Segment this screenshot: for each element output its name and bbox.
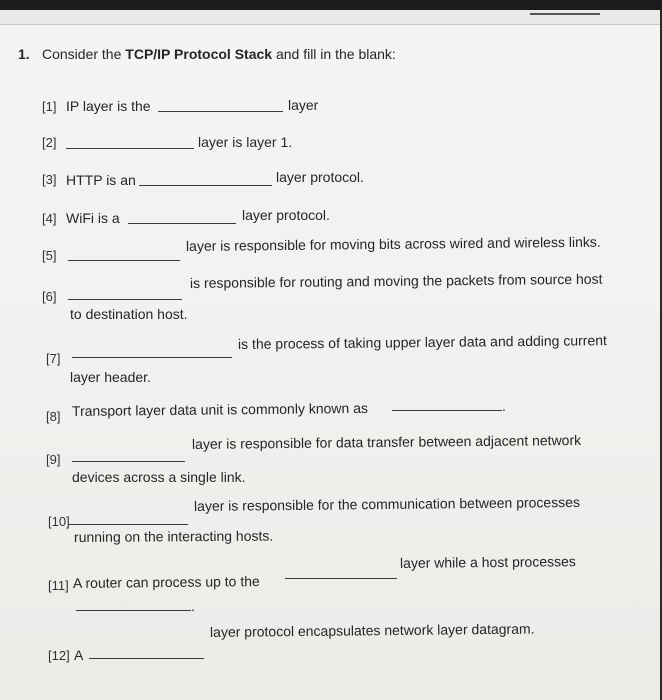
item-7-number: [7] [46,351,61,366]
prompt-bold: TCP/IP Protocol Stack [125,46,273,62]
item-9-after: layer is responsible for data transfer between adjacent network [191,431,582,452]
item-3-after: layer protocol. [276,169,364,185]
item-12-blank[interactable] [89,658,204,659]
item-5-after: layer is responsible for moving bits across wired and wireless links. [185,233,601,254]
item-6-blank[interactable] [68,299,182,300]
item-11-after: layer while a host processes [399,553,576,571]
item-5-blank[interactable] [68,260,180,261]
item-10-continuation: running on the interacting hosts. [73,527,274,545]
item-6-number: [6] [42,289,57,304]
item-11-number: [11] [48,578,69,593]
item-2-number: [2] [42,135,57,150]
item-7-after: is the process of taking upper layer data and adding current [237,332,607,352]
item-3-blank[interactable] [139,185,272,186]
item-2-blank[interactable] [66,148,194,149]
item-8-number: [8] [46,409,61,424]
item-1-before: IP layer is the [66,98,151,114]
item-11-period: . [191,598,195,614]
item-9-continuation: devices across a single link. [72,469,246,485]
item-6-after: is responsible for routing and moving the packets from source host [189,270,603,291]
prompt-suffix: and fill in the blank: [272,46,396,62]
item-10-number: [10] [48,514,70,529]
question-prompt [42,45,396,63]
question-number: 1. [18,46,30,62]
item-7-continuation: layer header. [70,369,151,385]
item-8-period: . [502,398,506,414]
item-4-blank[interactable] [128,223,236,224]
item-4-after: layer protocol. [242,207,330,223]
prompt-prefix: Consider the [42,46,126,62]
item-11-before: A router can process up to the [72,573,260,591]
item-11-blank-1[interactable] [285,578,397,579]
item-4-before: WiFi is a [66,210,120,226]
worksheet-page [0,10,662,700]
item-1-number: [1] [42,99,57,114]
item-3-before: HTTP is an [66,172,136,188]
item-11-blank-2[interactable] [76,610,191,611]
item-2-after: layer is layer 1. [198,134,293,150]
item-1-blank[interactable] [158,111,283,112]
item-6-continuation: to destination host. [70,306,188,322]
item-12-before: A [74,647,84,663]
item-5-number: [5] [42,248,57,263]
top-paper-strip [0,10,662,25]
item-10-after: layer is responsible for the communication between processes [193,493,581,514]
item-8-blank[interactable] [392,410,502,411]
item-12-after: layer protocol encapsulates network layer datagram. [209,620,535,640]
item-3-number: [3] [42,172,57,187]
item-4-number: [4] [42,211,57,226]
item-9-number: [9] [46,452,61,467]
item-8-before: Transport layer data unit is commonly known as [71,399,369,419]
pen-mark [530,13,600,15]
item-12-number: [12] [48,648,70,663]
item-10-blank[interactable] [69,524,188,525]
item-7-blank[interactable] [72,357,232,358]
item-9-blank[interactable] [72,461,185,462]
item-1-after: layer [288,97,319,113]
